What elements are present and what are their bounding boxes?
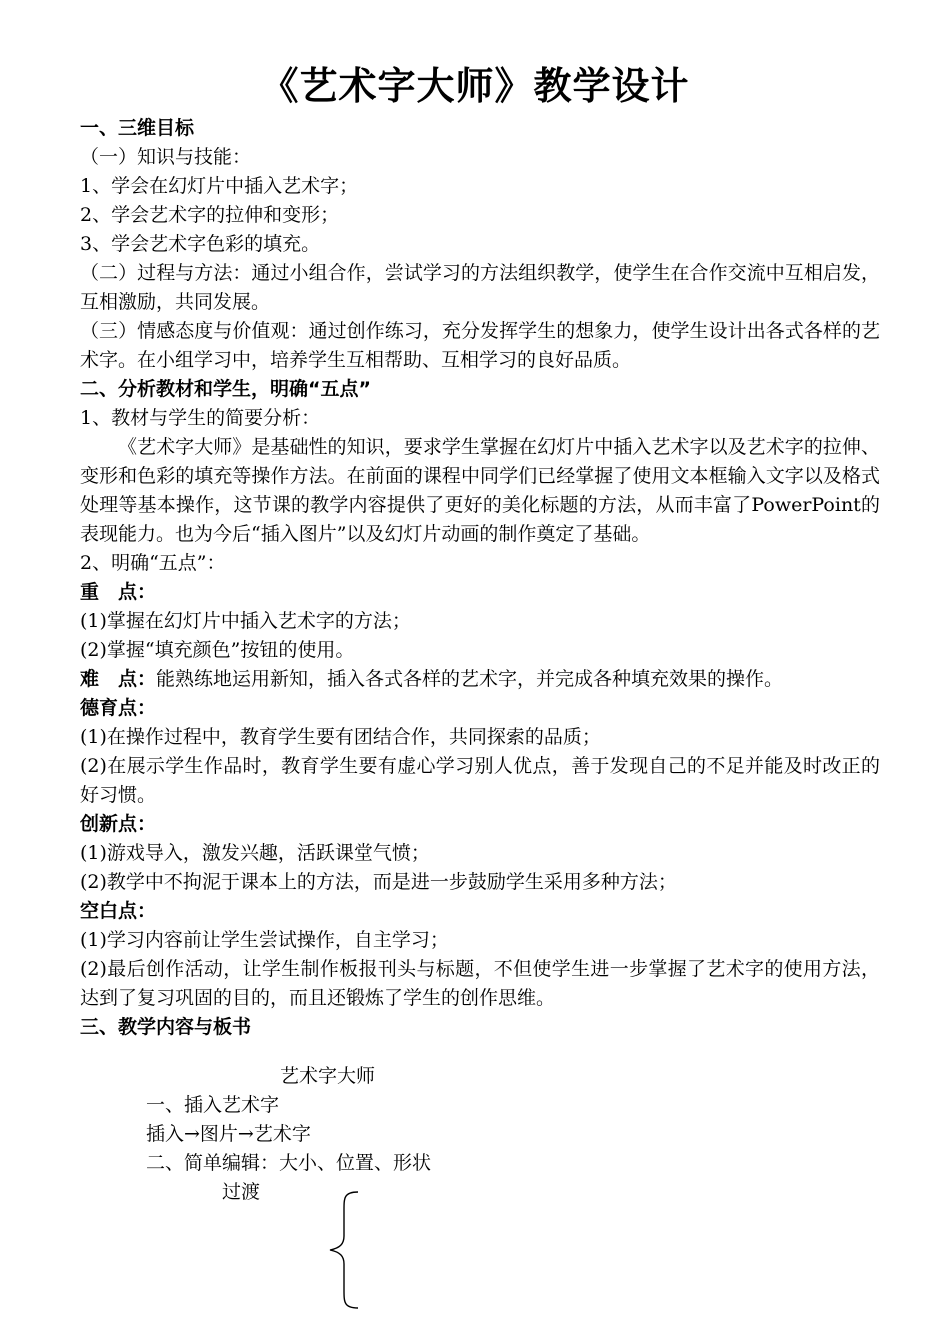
board-line-edit: 二、简单编辑：大小、位置、形状: [146, 1152, 432, 1174]
label-innovation-points: 创新点：: [80, 813, 157, 835]
label-moral-points: 德育点：: [80, 697, 157, 719]
document-title: 《艺术字大师》教学设计: [260, 64, 690, 108]
paragraph-analysis-label: 1、教材与学生的简要分析：: [80, 407, 321, 429]
innovation-point-item: (2)教学中不拘泥于课本上的方法，而是进一步鼓励学生采用多种方法；: [80, 871, 677, 893]
section-heading-analysis: 二、分析教材和学生，明确“五点”: [80, 378, 371, 400]
difficult-point-text: 能熟练地运用新知，插入各式各样的艺术字，并完成各种填充效果的操作。: [156, 668, 784, 690]
blank-point-item: (1)学习内容前让学生尝试操作，自主学习；: [80, 929, 449, 951]
goal-item: 1、学会在幻灯片中插入艺术字；: [80, 175, 359, 197]
goal-item: 2、学会艺术字的拉伸和变形；: [80, 204, 340, 226]
document-body: [80, 114, 880, 1042]
moral-point-item: (2)在展示学生作品时，教育学生要有虚心学习别人优点，善于发现自己的不足并能及时改正的好习惯。: [80, 755, 880, 806]
key-point-item: (1)掌握在幻灯片中插入艺术字的方法；: [80, 610, 411, 632]
label-key-points: 重 点：: [80, 581, 157, 603]
board-line-transition: 过渡: [222, 1181, 261, 1203]
board-title: 艺术字大师: [280, 1065, 376, 1087]
board-line-path: 插入→图片→艺术字: [146, 1123, 311, 1145]
difficult-point-line: [80, 665, 880, 694]
subheading-knowledge: （一）知识与技能：: [80, 146, 252, 168]
label-blank-points: 空白点：: [80, 900, 157, 922]
board-line-insert: 一、插入艺术字: [146, 1094, 280, 1116]
paragraph-process: （二）过程与方法：通过小组合作，尝试学习的方法组织教学，使学生在合作交流中互相启发，互相激励，共同发展。: [80, 262, 880, 313]
key-point-item: (2)掌握“填充颜色”按钮的使用。: [80, 639, 355, 661]
goal-item: 3、学会艺术字色彩的填充。: [80, 233, 321, 255]
curly-brace-icon: [326, 1190, 366, 1310]
paragraph-five-points: 2、明确“五点”：: [80, 552, 226, 574]
innovation-point-item: (1)游戏导入，激发兴趣，活跃课堂气愤；: [80, 842, 430, 864]
label-difficult-point: 难 点：: [80, 668, 157, 690]
section-heading-content: 三、教学内容与板书: [80, 1016, 252, 1038]
paragraph-analysis: 《艺术字大师》是基础性的知识，要求学生掌握在幻灯片中插入艺术字以及艺术字的拉伸、变形和色彩的填充等操作方法。在前面的课程中同学们已经掌握了使用文本框输入文字以及格式处理等基本操作，这节课的教学内容提供了更好的美化标题的方法，从而丰富了PowerPoint的表现能力。也为今后“插入图片”以及幻灯片动画的制作奠定了基础。: [80, 436, 880, 545]
blank-point-item: (2)最后创作活动，让学生制作板报刊头与标题，不但使学生进一步掌握了艺术字的使用方法，达到了复习巩固的目的，而且还锻炼了学生的创作思维。: [80, 958, 880, 1009]
moral-point-item: (1)在操作过程中，教育学生要有团结合作，共同探索的品质；: [80, 726, 601, 748]
paragraph-attitude: （三）情感态度与价值观：通过创作练习，充分发挥学生的想象力，使学生设计出各式各样的艺术字。在小组学习中，培养学生互相帮助、互相学习的良好品质。: [80, 320, 880, 371]
section-heading-goals: 一、三维目标: [80, 117, 195, 139]
